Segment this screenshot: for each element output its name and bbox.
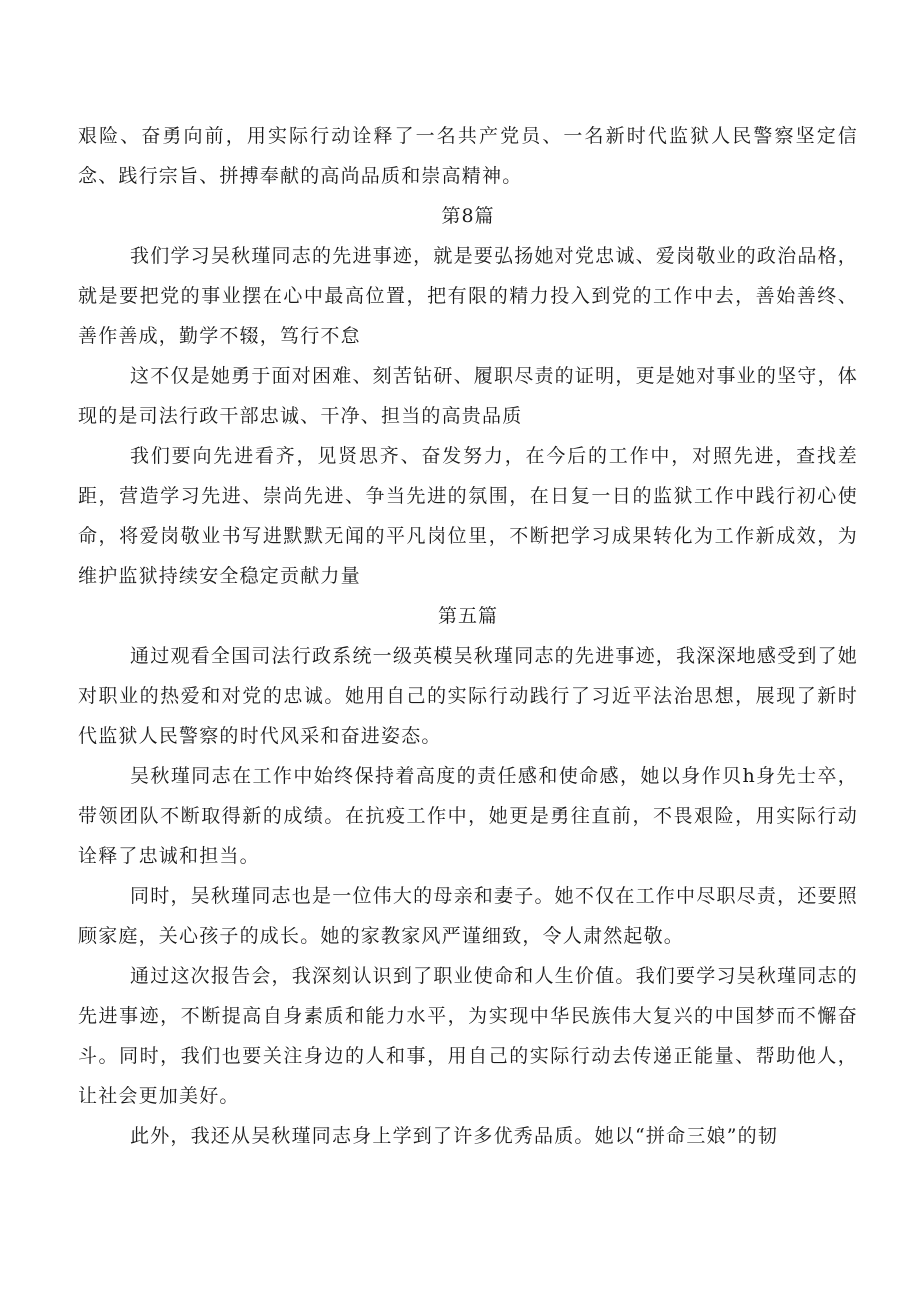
paragraph-intro: 艰险、奋勇向前，用实际行动诠释了一名共产党员、一名新时代监狱人民警察坚定信念、践行宗旨、拼搏奉献的高尚品质和崇高精神。 <box>78 125 858 187</box>
paragraph-5-2: 吴秋瑾同志在工作中始终保持着高度的责任感和使命感，她以身作贝h身先士卒，带领团队不断取得新的成绩。在抗疫工作中，她更是勇往直前，不畏艰险，用实际行动诠释了忠诚和担当。 <box>78 765 858 867</box>
section-heading-8: 第8篇 <box>441 205 495 227</box>
paragraph-8-2: 这不仅是她勇于面对困难、刻苦钻研、履职尽责的证明，更是她对事业的坚守，体现的是司法行政干部忠诚、干净、担当的高贵品质 <box>78 365 858 427</box>
document-body <box>78 116 858 1156</box>
paragraph-5-5: 此外，我还从吴秋瑾同志身上学到了许多优秀品质。她以“拼命三娘”的韧 <box>130 1125 779 1147</box>
paragraph-8-1: 我们学习吴秋瑾同志的先进事迹，就是要弘扬她对党忠诚、爱岗敬业的政治品格，就是要把党的事业摆在心中最高位置，把有限的精力投入到党的工作中去，善始善终、善作善成，勤学不辍，笃行不怠 <box>78 245 858 347</box>
section-heading-5: 第五篇 <box>437 605 498 627</box>
paragraph-8-3: 我们要向先进看齐，见贤思齐、奋发努力，在今后的工作中，对照先进，查找差距，营造学习先进、崇尚先进、争当先进的氛围，在日复一日的监狱工作中践行初心使命，将爱岗敬业书写进默默无闻的平凡岗位里，不断把学习成果转化为工作新成效，为维护监狱持续安全稳定贡献力量 <box>78 445 858 587</box>
paragraph-5-1: 通过观看全国司法行政系统一级英模吴秋瑾同志的先进事迹，我深深地感受到了她对职业的热爱和对党的忠诚。她用自己的实际行动践行了习近平法治思想，展现了新时代监狱人民警察的时代风采和奋进姿态。 <box>78 645 858 747</box>
paragraph-5-4: 通过这次报告会，我深刻认识到了职业使命和人生价值。我们要学习吴秋瑾同志的先进事迹，不断提高自身素质和能力水平，为实现中华民族伟大复兴的中国梦而不懈奋斗。同时，我们也要关注身边的人和事，用自己的实际行动去传递正能量、帮助他人，让社会更加美好。 <box>78 965 858 1107</box>
paragraph-5-3: 同时，吴秋瑾同志也是一位伟大的母亲和妻子。她不仅在工作中尽职尽责，还要照顾家庭，关心孩子的成长。她的家教家风严谨细致，令人肃然起敬。 <box>78 885 858 947</box>
